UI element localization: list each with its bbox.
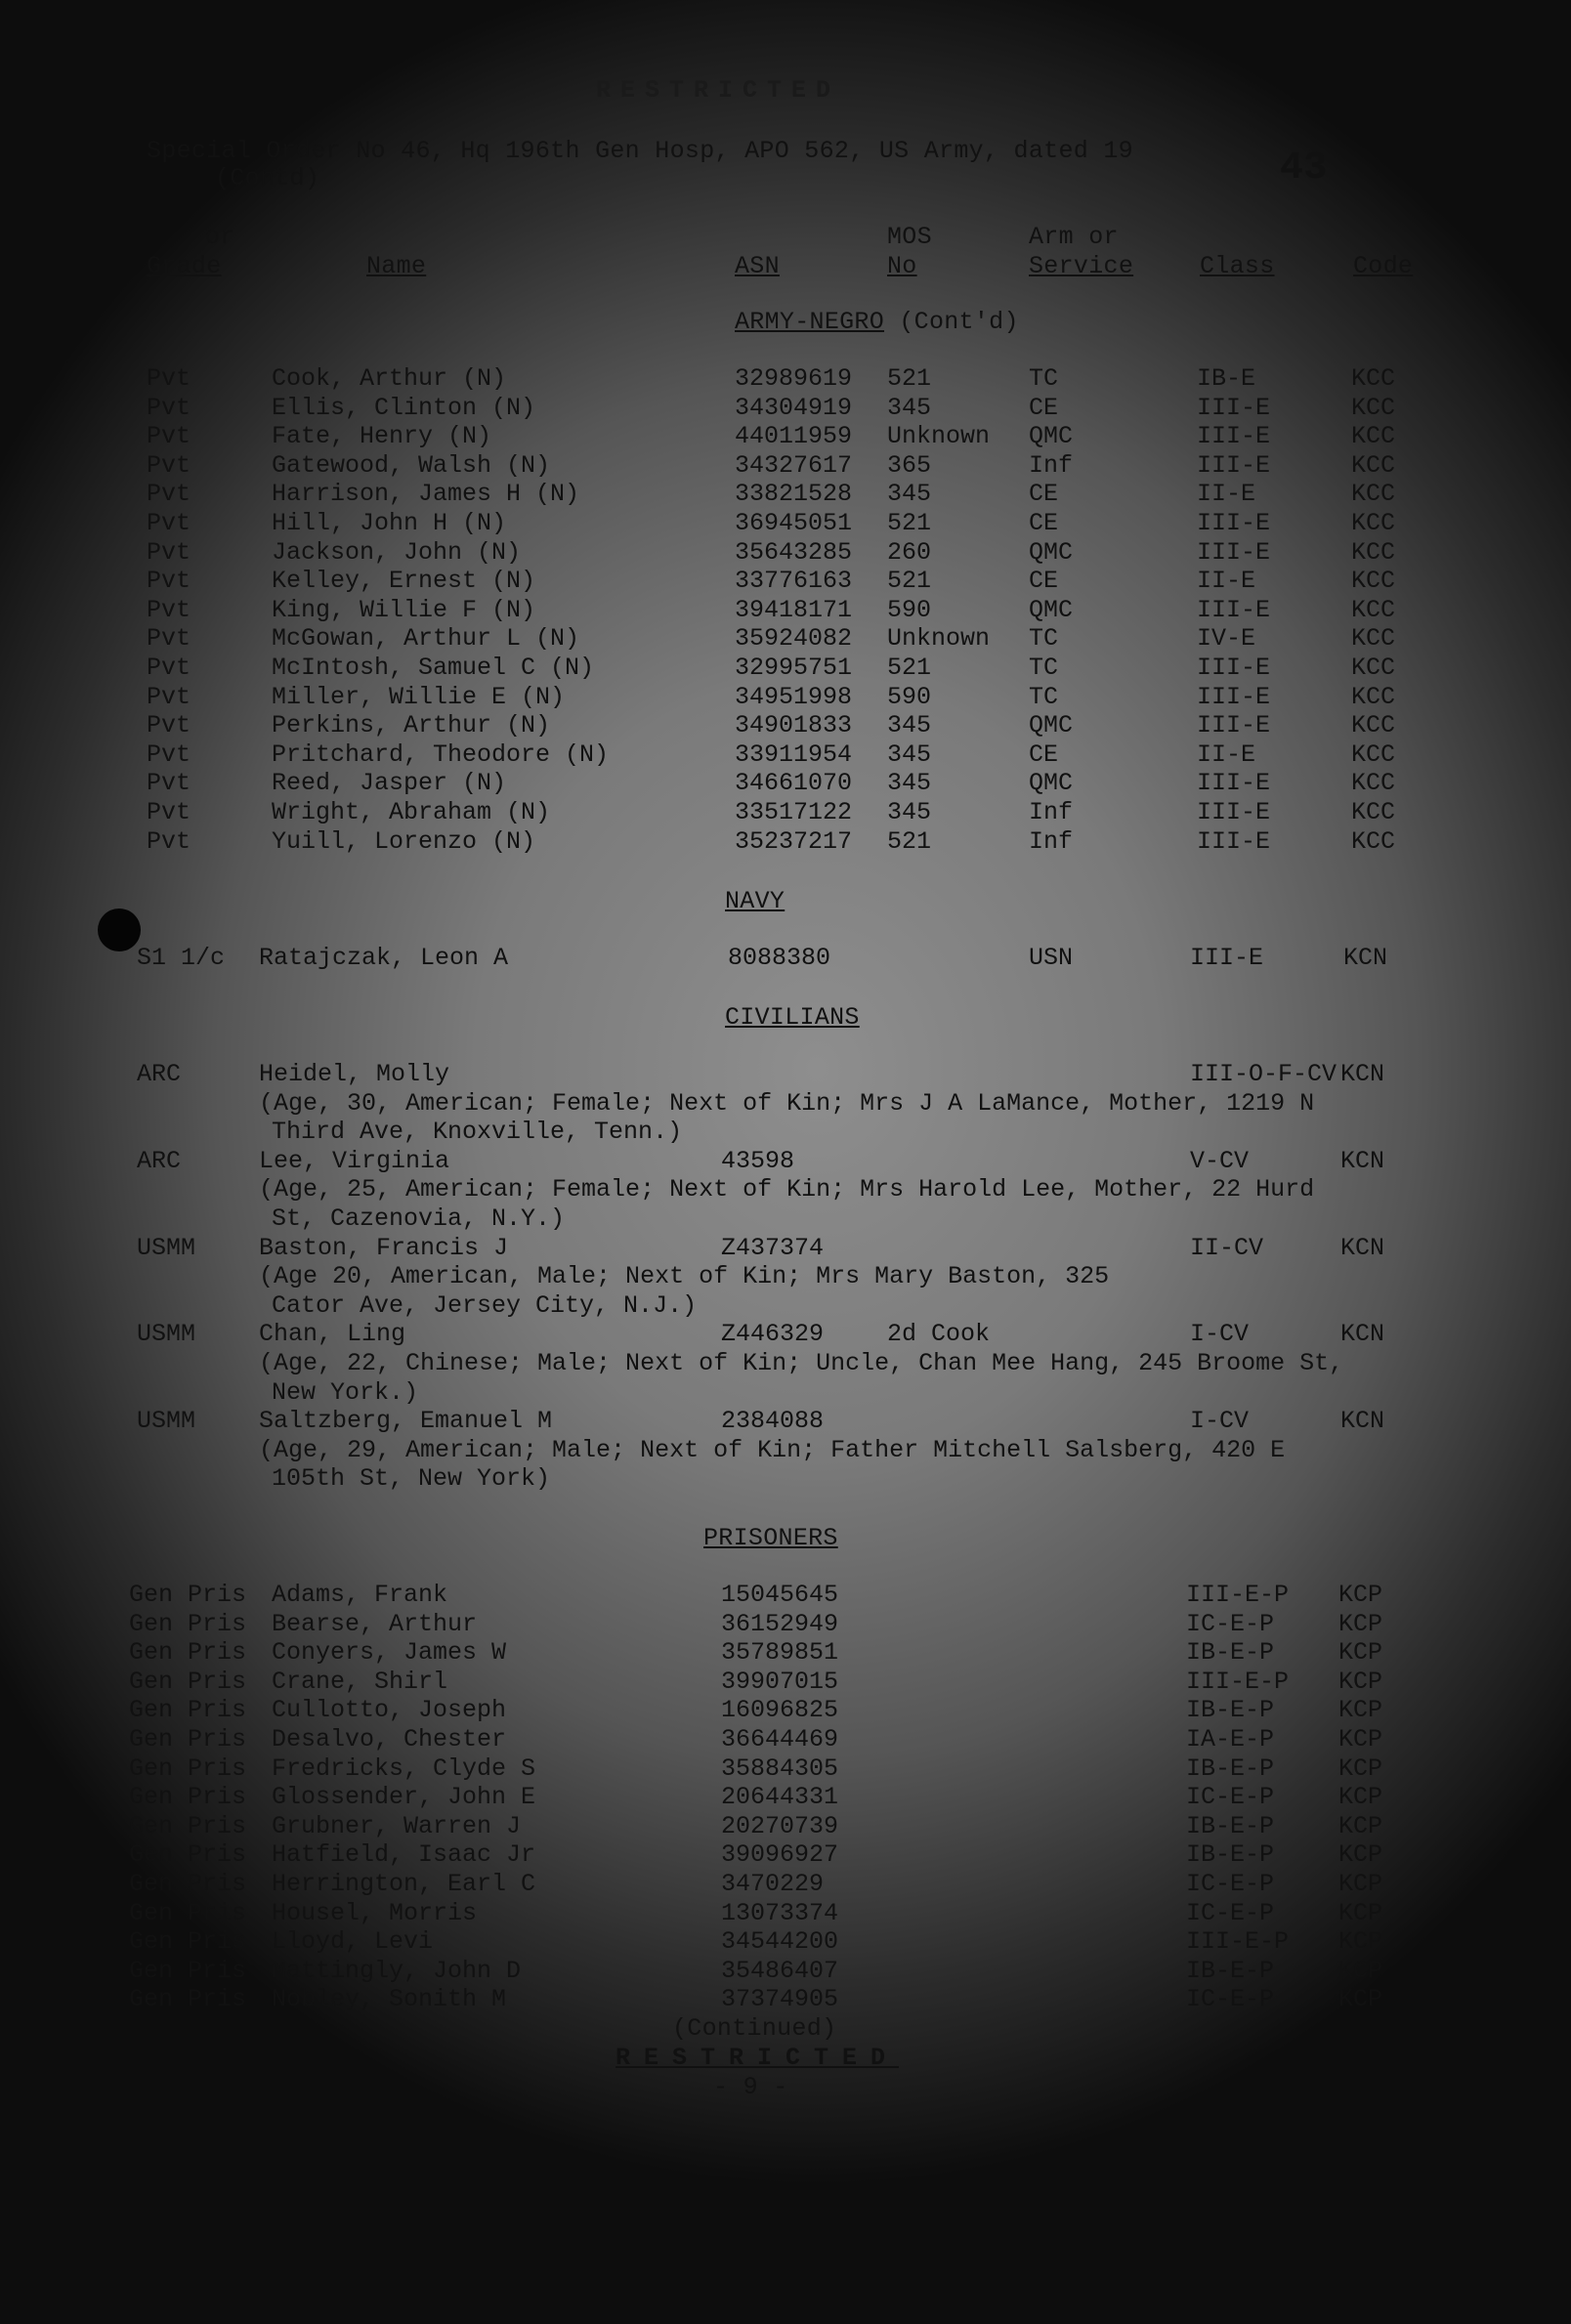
- mos-cell: 345: [887, 769, 932, 798]
- col-grade-top: or: [205, 223, 235, 251]
- grade-cell: Pvt: [147, 450, 191, 480]
- asn-cell: 39418171: [735, 595, 853, 624]
- name-cell: Kelley, Ernest (N): [272, 567, 536, 596]
- grade-cell: Pvt: [147, 624, 191, 654]
- mos-cell: 521: [887, 509, 932, 537]
- roster-row: [0, 827, 1571, 857]
- asn-cell: 43598: [721, 1146, 795, 1175]
- grade-cell: Gen Pris: [129, 1696, 247, 1725]
- code-cell: KCC: [1351, 798, 1396, 826]
- asn-cell: 34304919: [735, 393, 853, 422]
- mos-cell: Unknown: [887, 624, 991, 654]
- name-cell: Desalvo, Chester: [272, 1725, 507, 1754]
- grade-cell: Gen Pris: [129, 1754, 247, 1783]
- roster-row: [0, 1234, 1571, 1263]
- col-class: Class: [1200, 252, 1275, 280]
- grade-cell: Pvt: [147, 595, 191, 624]
- next-of-kin-note: (Age, 29, American; Male; Next of Kin; Father Mitchell Salsberg, 420 E: [259, 1435, 1286, 1464]
- class-cell: IB-E-P: [1186, 1696, 1275, 1725]
- code-cell: KCC: [1351, 624, 1396, 654]
- grade-cell: Gen Pris: [129, 1956, 247, 1985]
- roster-row: [0, 1610, 1571, 1639]
- grade-cell: Pvt: [147, 480, 191, 509]
- code-cell: KCP: [1338, 1696, 1383, 1725]
- name-cell: Lee, Virginia: [259, 1146, 450, 1175]
- code-cell: KCN: [1343, 944, 1388, 972]
- mos-cell: 365: [887, 450, 932, 480]
- code-cell: KCC: [1351, 682, 1396, 711]
- col-grade: Grade: [147, 252, 222, 280]
- arm-cell: TC: [1029, 682, 1059, 711]
- class-cell: III-E: [1197, 711, 1271, 740]
- class-cell: IB-E-P: [1186, 1956, 1275, 1985]
- mos-cell: 590: [887, 682, 932, 711]
- asn-cell: 34327617: [735, 450, 853, 480]
- grade-cell: Pvt: [147, 739, 191, 769]
- grade-cell: Pvt: [147, 711, 191, 740]
- code-cell: KCP: [1338, 1956, 1383, 1985]
- mos-cell: 345: [887, 798, 932, 826]
- asn-cell: 39907015: [721, 1667, 839, 1696]
- asn-cell: 8088380: [728, 944, 831, 972]
- asn-cell: 20644331: [721, 1783, 839, 1812]
- name-cell: Fredricks, Clyde S: [272, 1754, 536, 1783]
- asn-cell: Z446329: [721, 1320, 825, 1349]
- name-cell: Miller, Willie E (N): [272, 682, 566, 711]
- roster-row: [0, 1812, 1571, 1841]
- roster-row: [0, 1147, 1571, 1176]
- grade-cell: Pvt: [147, 567, 191, 596]
- col-code: Code: [1353, 252, 1414, 280]
- grade-cell: Pvt: [147, 798, 191, 826]
- roster-row: [0, 1407, 1571, 1436]
- class-cell: III-E-P: [1186, 1927, 1290, 1957]
- asn-cell: 35924082: [735, 624, 853, 654]
- mos-cell: 345: [887, 480, 932, 509]
- page-number: - 9 -: [713, 2073, 788, 2101]
- class-cell: V-CV: [1190, 1146, 1250, 1175]
- asn-cell: 36152949: [721, 1609, 839, 1638]
- roster-row: [0, 1581, 1571, 1610]
- class-cell: III-E-P: [1186, 1581, 1290, 1609]
- grade-cell: USMM: [137, 1407, 196, 1436]
- class-cell: III-E: [1197, 422, 1271, 451]
- class-cell: IA-E-P: [1186, 1725, 1275, 1754]
- name-cell: Herrington, Earl C: [272, 1870, 536, 1898]
- asn-cell: 32995751: [735, 654, 853, 682]
- mos-cell: 345: [887, 393, 932, 422]
- roster-row: [0, 711, 1571, 740]
- arm-cell: CE: [1029, 480, 1059, 509]
- next-of-kin-note: St, Cazenovia, N.Y.): [272, 1204, 566, 1233]
- name-cell: Gatewood, Walsh (N): [272, 450, 551, 480]
- class-cell: IB-E: [1197, 364, 1256, 393]
- class-cell: IB-E-P: [1186, 1754, 1275, 1783]
- asn-cell: 3470229: [721, 1870, 825, 1898]
- asn-cell: 37374905: [721, 1985, 839, 2014]
- asn-cell: 33517122: [735, 798, 853, 826]
- class-cell: III-E: [1197, 537, 1271, 567]
- roster-row: [0, 1754, 1571, 1784]
- mos-cell: 260: [887, 537, 932, 567]
- asn-cell: 35789851: [721, 1638, 839, 1668]
- mos-cell: 590: [887, 595, 932, 624]
- next-of-kin-note: Cator Ave, Jersey City, N.J.): [272, 1290, 698, 1320]
- roster-row: [0, 422, 1571, 451]
- name-cell: Bearse, Arthur: [272, 1609, 478, 1638]
- roster-row: [0, 509, 1571, 538]
- name-cell: Crane, Shirl: [272, 1667, 448, 1696]
- grade-cell: Gen Pris: [129, 1811, 247, 1840]
- asn-cell: 35486407: [721, 1956, 839, 1985]
- class-cell: I-CV: [1190, 1407, 1250, 1436]
- asn-cell: 20270739: [721, 1811, 839, 1840]
- arm-cell: QMC: [1029, 595, 1074, 624]
- class-cell: IB-E-P: [1186, 1811, 1275, 1840]
- roster-row: [0, 1985, 1571, 2014]
- name-cell: Perkins, Arthur (N): [272, 711, 551, 740]
- asn-cell: 34544200: [721, 1927, 839, 1957]
- arm-cell: Inf: [1029, 798, 1074, 826]
- mos-cell: 2d Cook: [887, 1320, 991, 1349]
- mos-cell: 521: [887, 567, 932, 596]
- class-cell: IC-E-P: [1186, 1985, 1275, 2014]
- roster-row: [0, 538, 1571, 568]
- name-cell: Mattingly, John D: [272, 1956, 522, 1985]
- class-cell: IC-E-P: [1186, 1609, 1275, 1638]
- next-of-kin-note: (Age, 25, American; Female; Next of Kin; Mrs Harold Lee, Mother, 22 Hurd: [259, 1175, 1315, 1204]
- class-cell: IB-E-P: [1186, 1840, 1275, 1870]
- name-cell: Reed, Jasper (N): [272, 769, 507, 798]
- next-of-kin-note: (Age, 22, Chinese; Male; Next of Kin; Uncle, Chan Mee Hang, 245 Broome St,: [259, 1349, 1344, 1377]
- grade-cell: Gen Pris: [129, 1870, 247, 1898]
- order-reference-line-2: (Contd): [215, 164, 320, 192]
- arm-cell: TC: [1029, 654, 1059, 682]
- class-cell: I-CV: [1190, 1320, 1250, 1349]
- code-cell: KCP: [1338, 1609, 1383, 1638]
- code-cell: KCP: [1338, 1927, 1383, 1957]
- order-reference-line: Special Order No 46, Hq 196th Gen Hosp, APO 562, US Army, dated 19: [147, 137, 1133, 165]
- class-cell: IC-E-P: [1186, 1898, 1275, 1927]
- class-cell: III-E: [1197, 769, 1271, 798]
- grade-cell: USMM: [137, 1233, 196, 1262]
- name-cell: Conyers, James W: [272, 1638, 507, 1668]
- code-cell: KCN: [1340, 1233, 1385, 1262]
- grade-cell: Pvt: [147, 654, 191, 682]
- grade-cell: Pvt: [147, 682, 191, 711]
- code-cell: KCP: [1338, 1783, 1383, 1812]
- roster-row: [0, 1668, 1571, 1697]
- arm-cell: QMC: [1029, 422, 1074, 451]
- section-civilians-heading: CIVILIANS: [725, 1003, 860, 1032]
- asn-cell: 35643285: [735, 537, 853, 567]
- roster-row: [0, 798, 1571, 827]
- asn-cell: 34661070: [735, 769, 853, 798]
- asn-cell: 33776163: [735, 567, 853, 596]
- code-cell: KCC: [1351, 654, 1396, 682]
- grade-cell: USMM: [137, 1320, 196, 1349]
- grade-cell: Gen Pris: [129, 1840, 247, 1870]
- grade-cell: ARC: [137, 1060, 182, 1088]
- code-cell: KCP: [1338, 1811, 1383, 1840]
- grade-cell: Gen Pris: [129, 1667, 247, 1696]
- name-cell: McGowan, Arthur L (N): [272, 624, 580, 654]
- roster-row: [0, 740, 1571, 770]
- roster-row: [0, 1927, 1571, 1957]
- grade-cell: Gen Pris: [129, 1898, 247, 1927]
- roster-row: [0, 1899, 1571, 1928]
- code-cell: KCP: [1338, 1985, 1383, 2014]
- class-cell: IV-E: [1197, 624, 1256, 654]
- roster-row: [0, 683, 1571, 712]
- grade-cell: Gen Pris: [129, 1581, 247, 1609]
- roster-row: [0, 624, 1571, 654]
- arm-cell: TC: [1029, 624, 1059, 654]
- asn-cell: 34901833: [735, 711, 853, 740]
- section-navy-heading: NAVY: [725, 887, 786, 915]
- class-cell: III-E: [1197, 393, 1271, 422]
- name-cell: Grubner, Warren J: [272, 1811, 522, 1840]
- name-cell: Harrison, James H (N): [272, 480, 580, 509]
- class-cell: II-E: [1197, 480, 1256, 509]
- next-of-kin-note: Third Ave, Knoxville, Tenn.): [272, 1118, 683, 1147]
- class-cell: III-E-P: [1186, 1667, 1290, 1696]
- asn-cell: 15045645: [721, 1581, 839, 1609]
- class-cell: IB-E-P: [1186, 1638, 1275, 1668]
- code-cell: KCN: [1340, 1320, 1385, 1349]
- roster-row: [0, 944, 1571, 973]
- name-cell: Wright, Abraham (N): [272, 798, 551, 826]
- code-cell: KCC: [1351, 422, 1396, 451]
- grade-cell: Gen Pris: [129, 1609, 247, 1638]
- code-cell: KCC: [1351, 567, 1396, 596]
- roster-row: [0, 567, 1571, 596]
- roster-row: [0, 1783, 1571, 1812]
- mos-cell: 521: [887, 826, 932, 856]
- code-cell: KCC: [1351, 826, 1396, 856]
- roster-row: [0, 1696, 1571, 1725]
- name-cell: Hill, John H (N): [272, 509, 507, 537]
- asn-cell: 32989619: [735, 364, 853, 393]
- mos-cell: Unknown: [887, 422, 991, 451]
- roster-row: [0, 1320, 1571, 1349]
- roster-row: [0, 1840, 1571, 1870]
- grade-cell: Pvt: [147, 393, 191, 422]
- code-cell: KCN: [1340, 1060, 1385, 1088]
- class-cell: III-E: [1197, 509, 1271, 537]
- code-cell: KCP: [1338, 1725, 1383, 1754]
- roster-row: [0, 1957, 1571, 1986]
- next-of-kin-note: New York.): [272, 1377, 419, 1407]
- asn-cell: 35237217: [735, 826, 853, 856]
- next-of-kin-note: (Age 20, American, Male; Next of Kin; Mrs Mary Baston, 325: [259, 1262, 1110, 1291]
- roster-row: [0, 1638, 1571, 1668]
- footer-restricted-stamp: RESTRICTED: [616, 2044, 900, 2072]
- code-cell: KCC: [1351, 769, 1396, 798]
- asn-cell: 13073374: [721, 1898, 839, 1927]
- section-prisoners-heading: PRISONERS: [703, 1524, 838, 1552]
- grade-cell: Gen Pris: [129, 1985, 247, 2014]
- name-cell: Cook, Arthur (N): [272, 364, 507, 393]
- roster-row: [0, 451, 1571, 481]
- grade-cell: S1 1/c: [137, 944, 226, 972]
- name-cell: Fate, Henry (N): [272, 422, 492, 451]
- code-cell: KCN: [1340, 1407, 1385, 1436]
- page-stamp-number: 43: [1280, 147, 1328, 190]
- col-name: Name: [366, 252, 427, 280]
- name-cell: Baston, Francis J: [259, 1233, 509, 1262]
- arm-cell: TC: [1029, 364, 1059, 393]
- grade-cell: Gen Pris: [129, 1638, 247, 1668]
- code-cell: KCC: [1351, 739, 1396, 769]
- class-cell: III-E: [1197, 682, 1271, 711]
- roster-row: [0, 1870, 1571, 1899]
- grade-cell: Gen Pris: [129, 1927, 247, 1957]
- code-cell: KCP: [1338, 1638, 1383, 1668]
- code-cell: KCC: [1351, 364, 1396, 393]
- mos-cell: 345: [887, 711, 932, 740]
- roster-row: [0, 394, 1571, 423]
- class-cell: III-E: [1197, 826, 1271, 856]
- section-army-heading: ARMY-NEGRO (Cont'd): [735, 308, 1019, 336]
- class-cell: II-CV: [1190, 1233, 1264, 1262]
- asn-cell: 39096927: [721, 1840, 839, 1870]
- code-cell: KCP: [1338, 1667, 1383, 1696]
- code-cell: KCC: [1351, 450, 1396, 480]
- class-cell: IC-E-P: [1186, 1783, 1275, 1812]
- class-cell: III-E: [1197, 654, 1271, 682]
- asn-cell: 34951998: [735, 682, 853, 711]
- grade-cell: Pvt: [147, 422, 191, 451]
- name-cell: Hatfield, Isaac Jr: [272, 1840, 536, 1870]
- asn-cell: Z437374: [721, 1233, 825, 1262]
- name-cell: Housel, Morris: [272, 1898, 478, 1927]
- asn-cell: 16096825: [721, 1696, 839, 1725]
- name-cell: Ellis, Clinton (N): [272, 393, 536, 422]
- next-of-kin-note: 105th St, New York): [272, 1464, 551, 1494]
- top-restricted-stamp: RESTRICTED: [596, 76, 841, 105]
- name-cell: Nobley, Sonith M: [272, 1985, 507, 2014]
- code-cell: KCC: [1351, 480, 1396, 509]
- name-cell: McIntosh, Samuel C (N): [272, 654, 595, 682]
- class-cell: III-E: [1197, 450, 1271, 480]
- code-cell: KCP: [1338, 1898, 1383, 1927]
- name-cell: Cullotto, Joseph: [272, 1696, 507, 1725]
- asn-cell: 36945051: [735, 509, 853, 537]
- grade-cell: Gen Pris: [129, 1725, 247, 1754]
- arm-cell: CE: [1029, 739, 1059, 769]
- name-cell: King, Willie F (N): [272, 595, 536, 624]
- code-cell: KCC: [1351, 595, 1396, 624]
- roster-row: [0, 1725, 1571, 1754]
- roster-row: [0, 480, 1571, 509]
- name-cell: Chan, Ling: [259, 1320, 406, 1349]
- arm-cell: Inf: [1029, 450, 1074, 480]
- next-of-kin-note: (Age, 30, American; Female; Next of Kin; Mrs J A LaMance, Mother, 1219 N: [259, 1088, 1315, 1118]
- roster-row: [0, 769, 1571, 798]
- col-asn: ASN: [735, 252, 780, 280]
- roster-row: [0, 1060, 1571, 1089]
- grade-cell: Pvt: [147, 826, 191, 856]
- mos-cell: 521: [887, 364, 932, 393]
- col-mos-top: MOS: [887, 223, 932, 251]
- asn-cell: 35884305: [721, 1754, 839, 1783]
- name-cell: Jackson, John (N): [272, 537, 522, 567]
- grade-cell: Pvt: [147, 509, 191, 537]
- class-cell: III-E: [1197, 798, 1271, 826]
- name-cell: Adams, Frank: [272, 1581, 448, 1609]
- grade-cell: Pvt: [147, 537, 191, 567]
- code-cell: KCP: [1338, 1754, 1383, 1783]
- name-cell: Lloyd, Levi: [272, 1927, 434, 1957]
- col-arm-top: Arm or: [1029, 223, 1119, 251]
- code-cell: KCC: [1351, 711, 1396, 740]
- code-cell: KCC: [1351, 509, 1396, 537]
- name-cell: Pritchard, Theodore (N): [272, 739, 610, 769]
- class-cell: IC-E-P: [1186, 1870, 1275, 1898]
- continued-note: (Continued): [672, 2014, 837, 2043]
- name-cell: Ratajczak, Leon A: [259, 944, 509, 972]
- code-cell: KCP: [1338, 1870, 1383, 1898]
- class-cell: II-E: [1197, 567, 1256, 596]
- grade-cell: Gen Pris: [129, 1783, 247, 1812]
- col-mos: No: [887, 252, 917, 280]
- asn-cell: 2384088: [721, 1407, 825, 1436]
- name-cell: Glossender, John E: [272, 1783, 536, 1812]
- class-cell: III-O-F-CV: [1190, 1060, 1337, 1088]
- grade-cell: Pvt: [147, 364, 191, 393]
- mos-cell: 521: [887, 654, 932, 682]
- code-cell: KCC: [1351, 537, 1396, 567]
- roster-row: [0, 364, 1571, 394]
- asn-cell: 33821528: [735, 480, 853, 509]
- arm-cell: Inf: [1029, 826, 1074, 856]
- arm-cell: CE: [1029, 509, 1059, 537]
- grade-cell: Pvt: [147, 769, 191, 798]
- code-cell: KCP: [1338, 1581, 1383, 1609]
- name-cell: Heidel, Molly: [259, 1060, 450, 1088]
- arm-cell: CE: [1029, 393, 1059, 422]
- grade-cell: ARC: [137, 1146, 182, 1175]
- code-cell: KCP: [1338, 1840, 1383, 1870]
- asn-cell: 36644469: [721, 1725, 839, 1754]
- class-cell: III-E: [1197, 595, 1271, 624]
- arm-cell: QMC: [1029, 769, 1074, 798]
- mos-cell: 345: [887, 739, 932, 769]
- code-cell: KCC: [1351, 393, 1396, 422]
- asn-cell: 33911954: [735, 739, 853, 769]
- class-cell: III-E: [1190, 944, 1264, 972]
- arm-cell: CE: [1029, 567, 1059, 596]
- code-cell: KCN: [1340, 1146, 1385, 1175]
- arm-cell: QMC: [1029, 711, 1074, 740]
- name-cell: Yuill, Lorenzo (N): [272, 826, 536, 856]
- name-cell: Saltzberg, Emanuel M: [259, 1407, 553, 1436]
- class-cell: II-E: [1197, 739, 1256, 769]
- roster-row: [0, 596, 1571, 625]
- arm-cell: QMC: [1029, 537, 1074, 567]
- roster-row: [0, 654, 1571, 683]
- asn-cell: 44011959: [735, 422, 853, 451]
- arm-cell: USN: [1029, 944, 1074, 972]
- col-arm: Service: [1029, 252, 1134, 280]
